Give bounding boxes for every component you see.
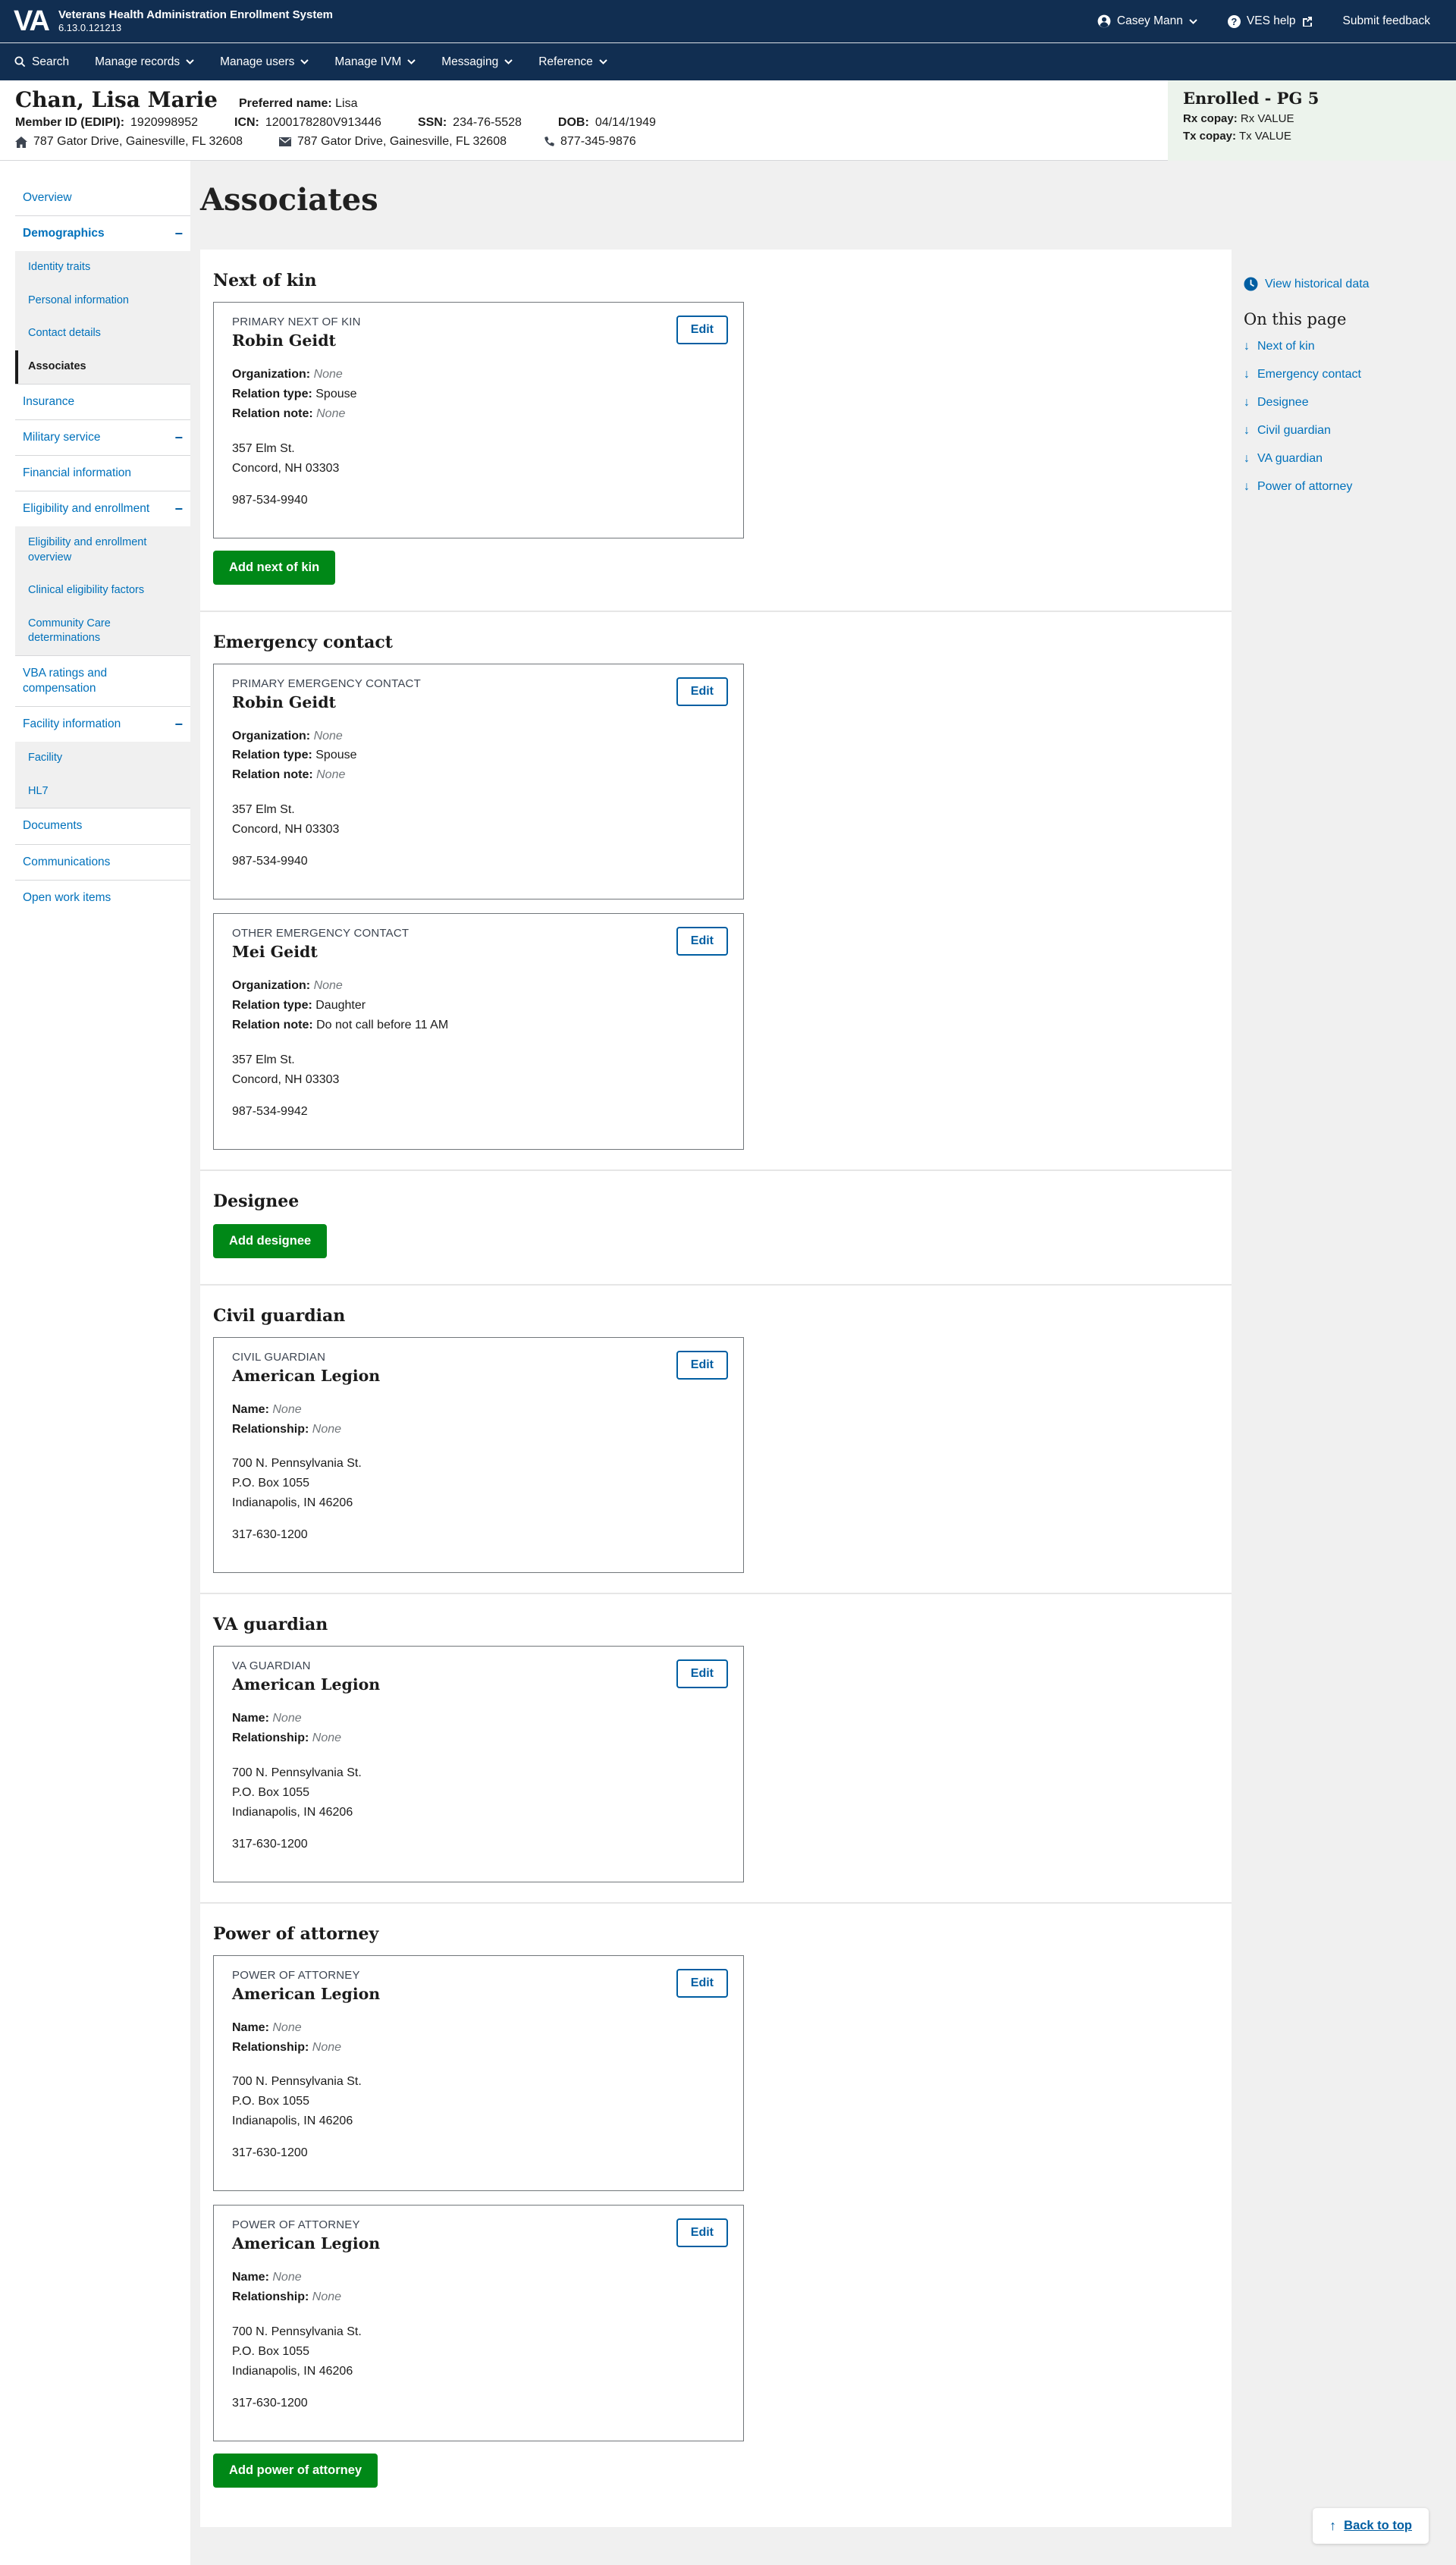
card-type-label: OTHER EMERGENCY CONTACT xyxy=(232,927,410,940)
emergency-contact-section xyxy=(213,633,1232,1171)
section-heading: Emergency contact xyxy=(213,632,393,652)
home-address: 787 Gator Drive, Gainesville, FL 32608 xyxy=(15,135,243,149)
down-arrow-icon xyxy=(1244,340,1250,353)
associate-name: Robin Geidt xyxy=(232,331,337,350)
sidebar-item-identity-traits[interactable]: Identity traits xyxy=(28,261,91,274)
sidebar-item-communications[interactable]: Communications xyxy=(23,855,111,868)
chevron-down-icon xyxy=(407,59,416,64)
power-of-attorney-card xyxy=(213,1955,744,2192)
ves-help-label: VES help xyxy=(1246,14,1296,27)
patient-name: Chan, Lisa Marie xyxy=(15,87,218,112)
card-fields xyxy=(232,2268,725,2307)
card-type-label: PRIMARY EMERGENCY CONTACT xyxy=(232,677,421,690)
help-icon xyxy=(1228,15,1241,28)
phone-icon xyxy=(543,137,554,148)
card-type-label: PRIMARY NEXT OF KIN xyxy=(232,316,361,328)
card-fields xyxy=(232,1400,725,1439)
back-to-top-button[interactable]: ↑ Back to top xyxy=(1313,2508,1429,2544)
edit-button[interactable]: Edit xyxy=(676,1351,728,1380)
tx-copay: Tx copay: Tx VALUE xyxy=(1183,129,1291,143)
collapse-icon xyxy=(174,502,183,516)
sidebar-item-community-care-determinations[interactable]: Community Care determinations xyxy=(28,617,111,645)
field-organization: Organization: None xyxy=(232,979,343,993)
nav-manage-users[interactable]: Manage users xyxy=(220,55,309,69)
power-of-attorney-section xyxy=(213,1924,1232,2494)
card-phone: 987-534-9940 xyxy=(232,493,308,507)
card-address: 700 N. Pennsylvania St. P.O. Box 1055 Indianapolis, IN 46206 xyxy=(232,2325,362,2378)
card-phone: 317-630-1200 xyxy=(232,2396,308,2410)
patient-contact-row xyxy=(15,135,1153,149)
field-name: Name: None xyxy=(232,1712,302,1725)
eligibility-subnav xyxy=(15,526,190,655)
edit-button[interactable]: Edit xyxy=(676,1659,728,1688)
submit-feedback-link[interactable] xyxy=(1343,14,1430,28)
ssn: SSN: 234-76-5528 xyxy=(417,116,522,129)
patient-phone: 877-345-9876 xyxy=(543,135,636,149)
card-type-label: VA GUARDIAN xyxy=(232,1659,311,1673)
field-relation-type: Relation type: Daughter xyxy=(232,998,366,1012)
va-guardian-section xyxy=(213,1615,1232,1904)
card-fields xyxy=(232,727,725,786)
add-next-of-kin-button[interactable]: Add next of kin xyxy=(213,551,335,585)
emergency-contact-card xyxy=(213,913,744,1150)
civil-guardian-section xyxy=(213,1306,1232,1595)
user-icon xyxy=(1097,14,1111,28)
section-divider xyxy=(200,611,1232,612)
card-phone: 987-534-9940 xyxy=(232,855,308,868)
section-heading: Designee xyxy=(213,1191,300,1211)
field-name: Name: None xyxy=(232,2271,302,2284)
down-arrow-icon xyxy=(1244,452,1250,466)
card-fields xyxy=(232,976,725,1035)
card-address: 700 N. Pennsylvania St. P.O. Box 1055 Indianapolis, IN 46206 xyxy=(232,1766,362,1819)
down-arrow-icon xyxy=(1244,480,1250,494)
edit-button[interactable]: Edit xyxy=(676,677,728,706)
app-version: 6.13.0.121213 xyxy=(58,22,122,34)
brand-text xyxy=(58,8,333,35)
section-divider xyxy=(200,1169,1232,1171)
down-arrow-icon xyxy=(1244,396,1250,410)
submit-feedback-label: Submit feedback xyxy=(1342,14,1430,27)
view-historical-data-link[interactable]: View historical data xyxy=(1244,277,1441,291)
collapse-icon xyxy=(174,227,183,240)
enrollment-status-box xyxy=(1168,80,1456,161)
nav-search[interactable]: Search xyxy=(14,55,69,69)
section-heading: VA guardian xyxy=(213,1615,328,1635)
sidebar-item-overview[interactable]: Overview xyxy=(23,191,72,204)
next-of-kin-section xyxy=(213,271,1232,612)
nav-messaging[interactable]: Messaging xyxy=(441,55,513,69)
nav-manage-ivm[interactable]: Manage IVM xyxy=(334,55,416,69)
card-type-label: POWER OF ATTORNEY xyxy=(232,2218,360,2232)
jump-link-next-of-kin[interactable]: ↓ Next of kin xyxy=(1244,340,1441,353)
associate-name: American Legion xyxy=(232,1984,381,2003)
member-id: Member ID (EDIPI): 1920998952 xyxy=(15,116,198,129)
card-type-label: POWER OF ATTORNEY xyxy=(232,1968,360,1982)
associate-name: American Legion xyxy=(232,1366,381,1385)
section-divider xyxy=(200,1593,1232,1594)
field-relation-type: Relation type: Spouse xyxy=(232,749,357,762)
card-address: 700 N. Pennsylvania St. P.O. Box 1055 Indianapolis, IN 46206 xyxy=(232,1457,362,1510)
emergency-contact-card xyxy=(213,664,744,900)
edit-button[interactable]: Edit xyxy=(676,2218,728,2247)
designee-section xyxy=(213,1191,1232,1286)
card-type-label: CIVIL GUARDIAN xyxy=(232,1350,326,1364)
add-power-of-attorney-button[interactable]: Add power of attorney xyxy=(213,2454,378,2488)
main-menu-bar xyxy=(0,43,1456,80)
card-fields xyxy=(232,365,725,424)
sidebar-item-military-service[interactable]: Military service − xyxy=(15,420,190,455)
next-of-kin-card xyxy=(213,302,744,538)
add-designee-button[interactable]: Add designee xyxy=(213,1224,327,1258)
field-relationship: Relationship: None xyxy=(232,2290,342,2304)
sidebar-item-personal-information[interactable]: Personal information xyxy=(28,294,129,306)
sidebar-item-demographics[interactable]: Demographics − xyxy=(15,216,190,251)
envelope-icon xyxy=(279,137,291,146)
field-relationship: Relationship: None xyxy=(232,1422,342,1436)
card-fields xyxy=(232,2018,725,2058)
page-title: Associates xyxy=(200,182,378,218)
chevron-down-icon xyxy=(300,59,309,64)
sidebar-item-vba-ratings[interactable]: VBA ratings and compensation xyxy=(23,666,108,695)
jump-link-civil-guardian[interactable]: ↓ Civil guardian xyxy=(1244,424,1441,438)
field-relationship: Relationship: None xyxy=(232,2040,342,2054)
sidebar-item-associates[interactable]: Associates xyxy=(15,350,190,384)
down-arrow-icon xyxy=(1244,368,1250,381)
jump-link-designee[interactable]: ↓ Designee xyxy=(1244,396,1441,410)
site-header xyxy=(0,0,1456,80)
card-phone: 317-630-1200 xyxy=(232,2146,308,2160)
va-logo: VA xyxy=(14,5,49,37)
jump-link-power-of-attorney[interactable]: ↓ Power of attorney xyxy=(1244,480,1441,494)
card-phone: 317-630-1200 xyxy=(232,1837,308,1851)
section-divider xyxy=(200,1284,1232,1286)
sidebar-item-insurance[interactable]: Insurance xyxy=(23,394,75,408)
field-relation-type: Relation type: Spouse xyxy=(232,387,357,400)
down-arrow-icon xyxy=(1244,424,1250,438)
associate-name: Mei Geidt xyxy=(232,943,318,962)
sidebar-item-facility[interactable]: Facility xyxy=(28,752,63,764)
card-address: 700 N. Pennsylvania St. P.O. Box 1055 Indianapolis, IN 46206 xyxy=(232,2075,362,2128)
field-relation-note: Relation note: None xyxy=(232,768,346,782)
main-region xyxy=(190,161,1456,2565)
edit-button[interactable]: Edit xyxy=(676,1969,728,1998)
chevron-down-icon xyxy=(504,59,513,64)
edit-button[interactable]: Edit xyxy=(676,316,728,344)
sidebar-item-facility-information[interactable]: Facility information − xyxy=(15,707,190,742)
sidebar-item-clinical-eligibility-factors[interactable]: Clinical eligibility factors xyxy=(28,584,145,597)
section-heading: Civil guardian xyxy=(213,1305,346,1326)
section-heading: Next of kin xyxy=(213,271,317,290)
section-divider xyxy=(200,1902,1232,1904)
collapse-icon xyxy=(174,717,183,731)
mailing-address: 787 Gator Drive, Gainesville, FL 32608 xyxy=(279,135,507,149)
sidebar-item-financial-information[interactable]: Financial information xyxy=(23,466,132,479)
card-address: 357 Elm St. Concord, NH 03303 xyxy=(232,803,340,837)
patient-identifiers xyxy=(15,116,1153,130)
field-organization: Organization: None xyxy=(232,729,343,742)
chevron-down-icon xyxy=(599,59,607,64)
card-phone: 987-534-9942 xyxy=(232,1104,308,1118)
external-link-icon xyxy=(1302,16,1313,27)
demographics-subnav xyxy=(15,251,190,383)
field-relationship: Relationship: None xyxy=(232,1731,342,1745)
sidebar-item-hl7[interactable]: HL7 xyxy=(28,784,49,797)
sidebar-item-contact-details[interactable]: Contact details xyxy=(28,327,101,340)
on-this-page-rail xyxy=(1242,250,1441,508)
enrollment-status: Enrolled - PG 5 xyxy=(1183,89,1320,108)
on-this-page-heading: On this page xyxy=(1244,310,1347,328)
home-icon xyxy=(15,137,27,148)
card-fields xyxy=(232,1709,725,1748)
associate-name: American Legion xyxy=(232,1675,381,1694)
facility-subnav xyxy=(15,742,190,808)
collapse-icon xyxy=(174,431,183,444)
section-heading: Power of attorney xyxy=(213,1923,379,1944)
icn: ICN: 1200178280V913446 xyxy=(234,116,381,129)
card-address: 357 Elm St. Concord, NH 03303 xyxy=(232,1053,340,1086)
ves-help-link[interactable] xyxy=(1228,14,1313,28)
associates-panel xyxy=(200,250,1232,2527)
up-arrow-icon xyxy=(1329,2518,1336,2534)
associate-name: American Legion xyxy=(232,2234,381,2253)
nav-reference[interactable]: Reference xyxy=(538,55,607,69)
history-clock-icon xyxy=(1244,277,1258,291)
va-guardian-card xyxy=(213,1646,744,1882)
section-sidebar-nav xyxy=(0,161,190,2565)
search-icon xyxy=(14,56,26,68)
preferred-name: Preferred name: Lisa xyxy=(238,97,358,110)
jump-link-va-guardian[interactable]: ↓ VA guardian xyxy=(1244,452,1441,466)
chevron-down-icon xyxy=(186,59,194,64)
field-organization: Organization: None xyxy=(232,368,343,381)
user-menu[interactable] xyxy=(1097,14,1197,28)
field-name: Name: None xyxy=(232,1402,302,1416)
chevron-down-icon xyxy=(1189,19,1197,24)
jump-link-emergency-contact[interactable]: ↓ Emergency contact xyxy=(1244,368,1441,381)
dob: DOB: 04/14/1949 xyxy=(557,116,656,129)
rx-copay: Rx copay: Rx VALUE xyxy=(1183,112,1294,125)
power-of-attorney-card xyxy=(213,2205,744,2441)
header-utility-nav xyxy=(1097,14,1430,28)
associate-name: Robin Geidt xyxy=(232,692,337,711)
nav-manage-records[interactable]: Manage records xyxy=(95,55,194,69)
edit-button[interactable]: Edit xyxy=(676,927,728,956)
user-name: Casey Mann xyxy=(1116,14,1183,27)
card-phone: 317-630-1200 xyxy=(232,1528,308,1542)
patient-banner xyxy=(0,80,1456,161)
field-relation-note: Relation note: None xyxy=(232,407,346,420)
sidebar-item-eligibility-and-enrollment[interactable]: Eligibility and enrollment − xyxy=(15,491,190,526)
field-name: Name: None xyxy=(232,2020,302,2034)
civil-guardian-card xyxy=(213,1337,744,1574)
sidebar-item-documents[interactable]: Documents xyxy=(23,819,83,833)
sidebar-item-eligibility-overview[interactable]: Eligibility and enrollment overview xyxy=(28,536,147,564)
sidebar-item-open-work-items[interactable]: Open work items xyxy=(23,890,111,904)
card-address: 357 Elm St. Concord, NH 03303 xyxy=(232,441,340,475)
app-title: Veterans Health Administration Enrollment System xyxy=(58,8,334,21)
field-relation-note: Relation note: Do not call before 11 AM xyxy=(232,1018,449,1031)
header-top-row xyxy=(0,0,1456,43)
